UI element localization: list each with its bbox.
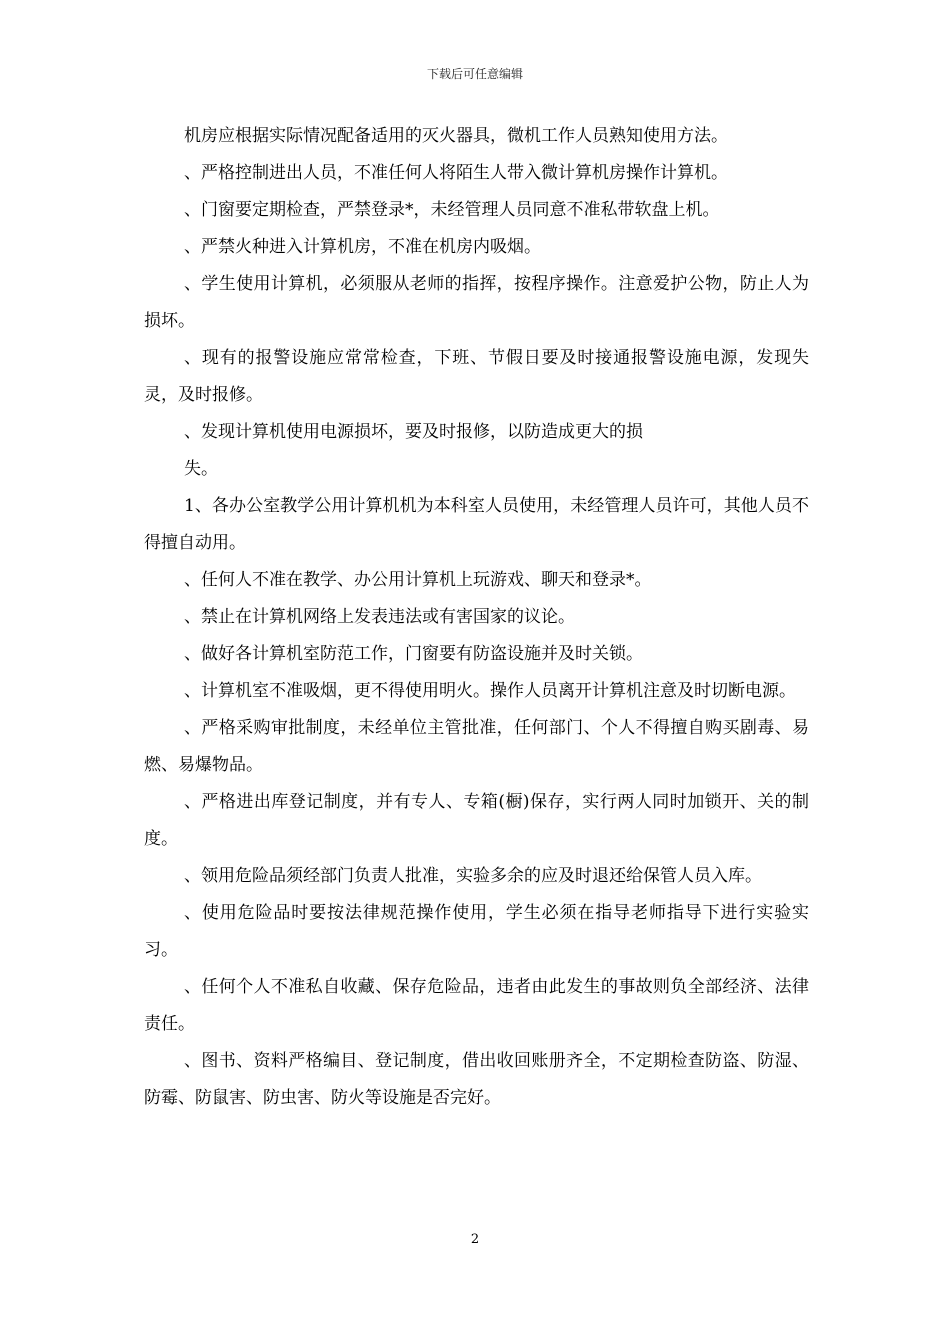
document-body [144, 118, 809, 1117]
paragraph-11: 、禁止在计算机网络上发表违法或有害国家的议论。 [184, 607, 575, 627]
page-number: 2 [470, 1232, 480, 1247]
paragraph-3: 、门窗要定期检查，严禁登录*，未经管理人员同意不准私带软盘上机。 [184, 200, 720, 220]
paragraph-9: 1、各办公室教学公用计算机机为本科室人员使用，未经管理人员许可，其他人员不得擅自动用。 [144, 496, 809, 553]
paragraph-19: 、图书、资料严格编目、登记制度，借出收回账册齐全，不定期检查防盗、防湿、防霉、防鼠害、防虫害、防火等设施是否完好。 [144, 1051, 809, 1108]
paragraph-1: 机房应根据实际情况配备适用的灭火器具，微机工作人员熟知使用方法。 [184, 126, 728, 146]
paragraph-7: 、发现计算机使用电源损坏，要及时报修，以防造成更大的损 [184, 422, 643, 442]
paragraph-16: 、领用危险品须经部门负责人批准，实验多余的应及时退还给保管人员入库。 [184, 866, 762, 886]
paragraph-12: 、做好各计算机室防范工作，门窗要有防盗设施并及时关锁。 [184, 644, 643, 664]
paragraph-10: 、任何人不准在教学、办公用计算机上玩游戏、聊天和登录*。 [184, 570, 652, 590]
paragraph-5: 、学生使用计算机，必须服从老师的指挥，按程序操作。注意爱护公物，防止人为损坏。 [144, 274, 809, 331]
paragraph-18: 、任何个人不准私自收藏、保存危险品，违者由此发生的事故则负全部经济、法律责任。 [144, 977, 809, 1034]
paragraph-4: 、严禁火种进入计算机房，不准在机房内吸烟。 [184, 237, 541, 257]
page-header: 下载后可任意编辑 [426, 67, 523, 81]
paragraph-14: 、严格采购审批制度，未经单位主管批准，任何部门、个人不得擅自购买剧毒、易燃、易爆物品。 [144, 718, 809, 775]
paragraph-8: 失。 [184, 459, 218, 479]
paragraph-17: 、使用危险品时要按法律规范操作使用，学生必须在指导老师指导下进行实验实习。 [144, 903, 809, 960]
paragraph-2: 、严格控制进出人员，不准任何人将陌生人带入微计算机房操作计算机。 [184, 163, 728, 183]
paragraph-15: 、严格进出库登记制度，并有专人、专箱(橱)保存，实行两人同时加锁开、关的制度。 [144, 792, 809, 849]
paragraph-6: 、现有的报警设施应常常检查，下班、节假日要及时接通报警设施电源，发现失灵，及时报修。 [144, 348, 809, 405]
paragraph-13: 、计算机室不准吸烟，更不得使用明火。操作人员离开计算机注意及时切断电源。 [184, 681, 796, 701]
